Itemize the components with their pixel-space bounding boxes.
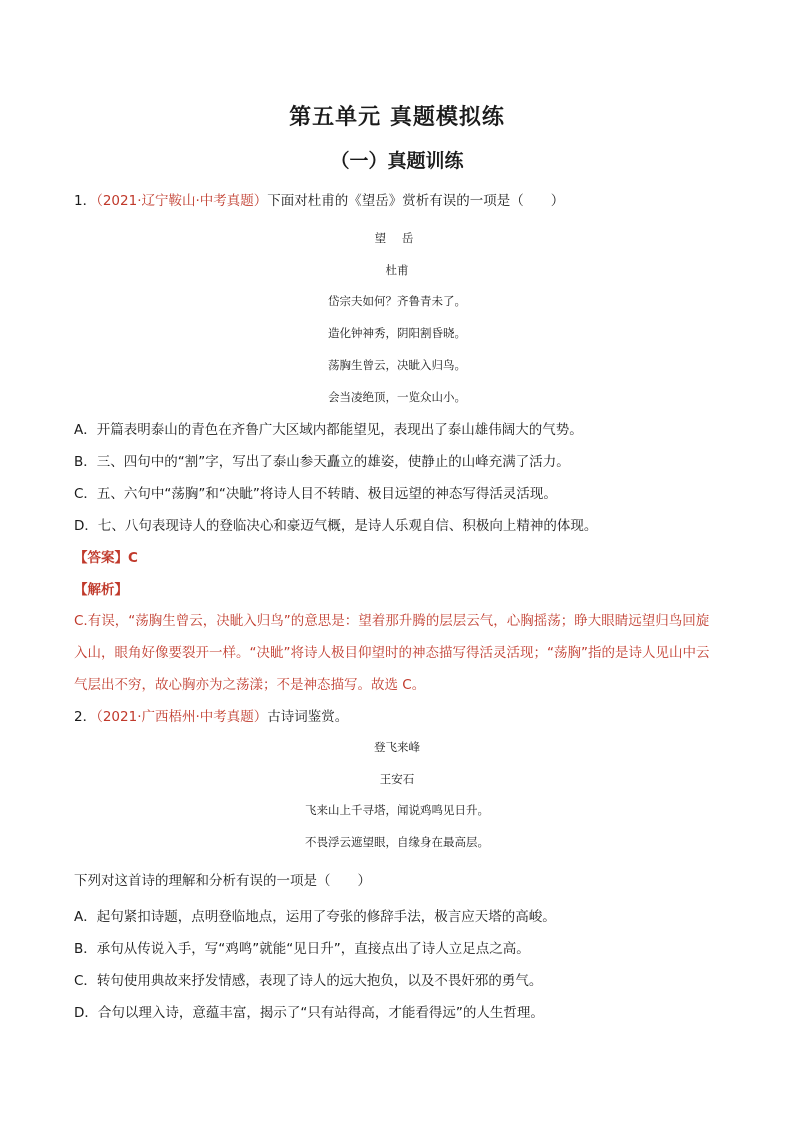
option-c: C．五、六句中“荡胸”和“决眦”将诗人目不转睛、极目远望的神态写得活灵活现。: [74, 486, 557, 502]
poem-1-author: 杜甫: [385, 263, 409, 277]
question-1-stem: [74, 191, 734, 211]
poem-1-line: 荡胸生曾云，决眦入归鸟。: [328, 358, 466, 372]
option-a: A．开篇表明泰山的青色在齐鲁广大区域内都能望见，表现出了泰山雄伟阔大的气势。: [74, 422, 583, 438]
section-subtitle: （一）真题训练: [330, 150, 464, 172]
poem-2-line: 不畏浮云遮望眼，自缘身在最高层。: [305, 835, 489, 849]
option-b: B．承句从传说入手，写“鸡鸣”就能“见日升”，直接点出了诗人立足点之高。: [74, 941, 530, 957]
question-2-prompt: 下列对这首诗的理解和分析有误的一项是（ ）: [74, 873, 371, 889]
poem-1-line: 岱宗夫如何？齐鲁青未了。: [328, 294, 466, 308]
option-c: C．转句使用典故来抒发情感，表现了诗人的远大抱负，以及不畏奸邪的勇气。: [74, 973, 543, 989]
poem-2-author: 王安石: [379, 772, 415, 786]
option-a: A．起句紧扣诗题，点明登临地点，运用了夸张的修辞手法，极言应天塔的高峻。: [74, 909, 556, 925]
analysis-label: 【解析】: [74, 582, 128, 598]
option-b: B．三、四句中的“割”字，写出了泰山参天矗立的雄姿，使静止的山峰充满了活力。: [74, 454, 570, 470]
poem-1-line: 会当凌绝顶，一览众山小。: [328, 390, 466, 404]
question-source: （2021·广西梧州·中考真题）: [96, 709, 268, 725]
analysis-text-line: C.有误，“荡胸生曾云，决眦入归鸟”的意思是：望着那升腾的层层云气，心胸摇荡；睁大眼睛远望归鸟回旋: [74, 613, 710, 629]
option-d: D．七、八句表现诗人的登临决心和豪迈气概，是诗人乐观自信、积极向上精神的体现。: [74, 518, 598, 534]
question-text: 古诗词鉴赏。: [267, 709, 349, 725]
question-number: 2．: [74, 709, 97, 725]
poem-1-title: 望 岳: [374, 231, 420, 245]
answer-label: 【答案】: [74, 550, 128, 566]
poem-1-line: 造化钟神秀，阴阳割昏晓。: [328, 326, 466, 340]
question-source: （2021·辽宁鞍山·中考真题）: [96, 193, 268, 209]
option-d: D．合句以理入诗，意蕴丰富，揭示了“只有站得高，才能看得远”的人生哲理。: [74, 1005, 544, 1021]
poem-2-title: 登飞来峰: [374, 740, 420, 754]
page-title: 第五单元 真题模拟练: [289, 105, 505, 130]
answer-value: C: [128, 550, 138, 566]
poem-2-line: 飞来山上千寻塔，闻说鸡鸣见日升。: [305, 803, 489, 817]
question-text: 下面对杜甫的《望岳》赏析有误的一项是（ ）: [267, 193, 565, 209]
analysis-text-line: 气层出不穷，故心胸亦为之荡漾；不是神态描写。故选 C。: [74, 677, 426, 693]
question-2-stem: [74, 707, 734, 727]
analysis-text-line: 入山，眼角好像要裂开一样。“决眦”将诗人极目仰望时的神态描写得活灵活现；“荡胸”指的是诗人见山中云: [74, 645, 710, 661]
answer-line: [74, 548, 734, 568]
question-number: 1．: [74, 193, 97, 209]
